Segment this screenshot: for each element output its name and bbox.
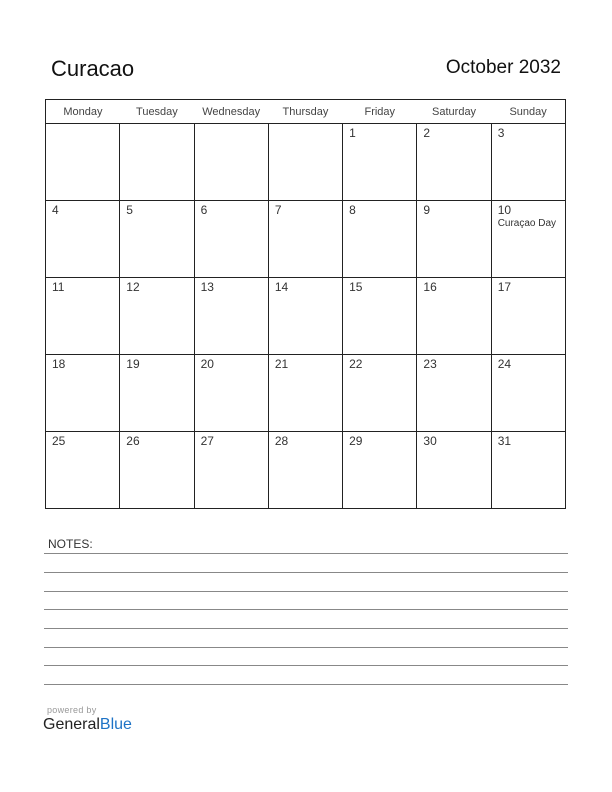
- notes-label: NOTES:: [48, 537, 93, 551]
- brand-blue: Blue: [99, 716, 132, 733]
- day-cell: [120, 124, 194, 201]
- day-cell: [417, 355, 491, 432]
- day-cell: [268, 432, 342, 509]
- day-number: 19: [126, 357, 140, 371]
- note-line: [44, 609, 568, 610]
- day-cell: [120, 201, 194, 278]
- day-cell: [343, 278, 417, 355]
- note-line: [44, 572, 568, 573]
- day-cell: [417, 201, 491, 278]
- weekday-header: Thursday: [268, 100, 342, 124]
- day-cell: [491, 355, 565, 432]
- day-number: 3: [497, 126, 505, 140]
- day-number: 2: [423, 126, 431, 140]
- note-line: [44, 591, 568, 592]
- day-cell: [46, 201, 120, 278]
- week-row: [46, 278, 566, 355]
- week-row: [46, 124, 566, 201]
- day-cell: [194, 201, 268, 278]
- day-cell: [343, 432, 417, 509]
- weekday-header: Saturday: [417, 100, 491, 124]
- day-cell: [417, 278, 491, 355]
- day-cell: [194, 432, 268, 509]
- day-cell: [343, 355, 417, 432]
- day-number: 28: [274, 434, 289, 448]
- day-number: 24: [497, 357, 512, 371]
- note-line: [44, 553, 568, 554]
- day-number: 14: [274, 280, 289, 294]
- day-number: 5: [126, 203, 133, 217]
- day-number: 31: [497, 434, 512, 448]
- day-number: 9: [423, 203, 431, 217]
- day-cell: [120, 278, 194, 355]
- day-cell: [343, 201, 417, 278]
- day-number: 18: [52, 357, 66, 371]
- calendar-grid: [45, 99, 566, 509]
- day-number: 26: [126, 434, 140, 448]
- brand-logo: [43, 716, 132, 734]
- day-cell: [491, 124, 565, 201]
- day-number: 27: [200, 434, 214, 448]
- day-cell: [417, 124, 491, 201]
- day-cell: [268, 278, 342, 355]
- day-cell: [120, 355, 194, 432]
- day-cell: [491, 432, 565, 509]
- holiday-label: Curaçao Day: [497, 218, 557, 229]
- day-number: 22: [349, 357, 363, 371]
- month-year-title: October 2032: [445, 57, 561, 78]
- day-number: 23: [423, 357, 437, 371]
- day-cell: [194, 355, 268, 432]
- day-number: 21: [274, 357, 289, 371]
- day-cell: [343, 124, 417, 201]
- day-cell: [46, 355, 120, 432]
- day-number: 20: [200, 357, 214, 371]
- brand-general: General: [43, 716, 100, 733]
- day-cell: [417, 432, 491, 509]
- day-number: 29: [349, 434, 363, 448]
- day-cell: [268, 201, 342, 278]
- week-row: [46, 355, 566, 432]
- day-number: 17: [497, 280, 512, 294]
- day-number: 12: [126, 280, 140, 294]
- day-cell: [491, 201, 565, 278]
- day-cell: [194, 278, 268, 355]
- day-cell: [46, 124, 120, 201]
- weekday-header: Wednesday: [194, 100, 268, 124]
- day-cell: [46, 278, 120, 355]
- week-row: [46, 201, 566, 278]
- weekday-header-row: [46, 100, 566, 124]
- day-number: 30: [423, 434, 437, 448]
- weekday-header: Friday: [343, 100, 417, 124]
- day-number: 16: [423, 280, 437, 294]
- country-title: Curacao: [51, 56, 135, 81]
- day-number: 13: [200, 280, 214, 294]
- note-line: [44, 684, 568, 685]
- day-number: 4: [52, 203, 59, 217]
- day-cell: [268, 124, 342, 201]
- powered-by-text: powered by: [47, 705, 97, 715]
- note-line: [44, 665, 568, 666]
- day-number: 8: [349, 203, 356, 217]
- weekday-header: Sunday: [491, 100, 565, 124]
- week-row: [46, 432, 566, 509]
- day-number: 10: [497, 203, 512, 217]
- day-cell: [46, 432, 120, 509]
- day-number: 1: [349, 126, 356, 140]
- day-cell: [491, 278, 565, 355]
- weekday-header: Monday: [46, 100, 120, 124]
- day-cell: [194, 124, 268, 201]
- day-number: 7: [274, 203, 282, 217]
- day-number: 25: [52, 434, 66, 448]
- day-number: 6: [200, 203, 208, 217]
- note-line: [44, 647, 568, 648]
- note-line: [44, 628, 568, 629]
- weekday-header: Tuesday: [120, 100, 194, 124]
- day-cell: [120, 432, 194, 509]
- day-cell: [268, 355, 342, 432]
- day-number: 15: [349, 280, 363, 294]
- day-number: 11: [52, 280, 65, 294]
